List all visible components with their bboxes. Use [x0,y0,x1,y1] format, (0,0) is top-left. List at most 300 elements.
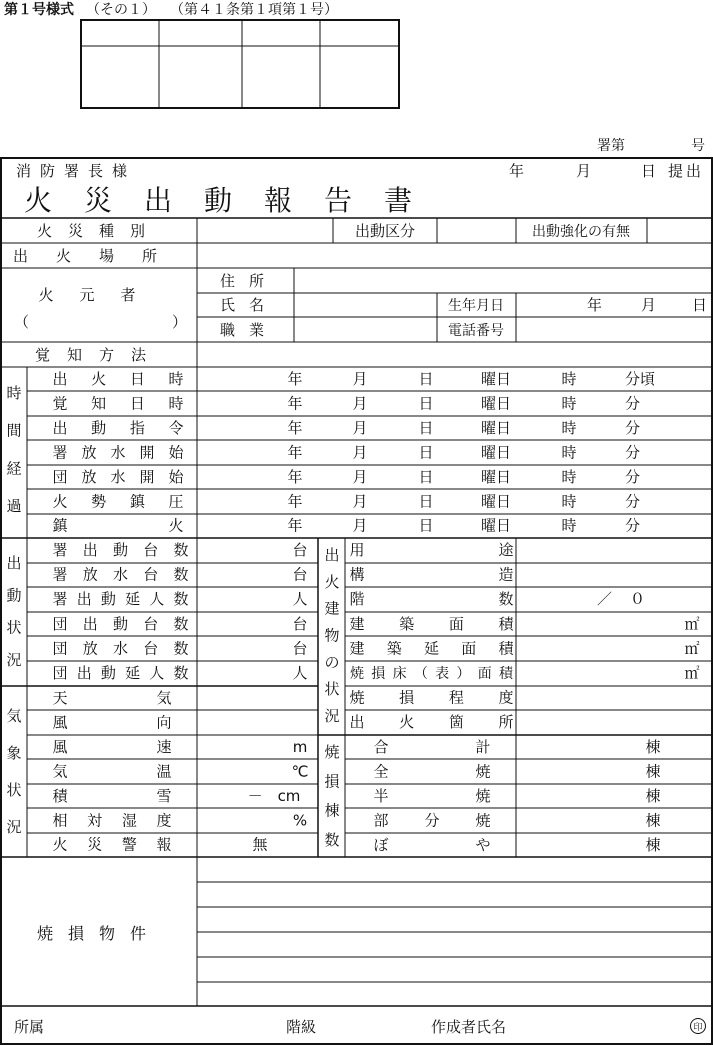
stamp-box [81,20,399,108]
time-row-item-char: 放 [81,467,97,486]
burned-unit: 棟 [645,835,661,854]
building-row-item [349,566,513,584]
building-row-item-char: 造 [498,565,514,584]
dispatch-row-item [52,566,188,584]
weather-row-item-char: 報 [156,835,172,854]
building-row-item-char: 面 [461,639,477,658]
time-row-item-char: 開 [139,443,155,462]
time-month: 月 [352,492,368,511]
time-row-item [52,419,183,437]
weather-row-item-char: 相 [52,811,68,830]
burned-row [373,836,660,854]
building-row-item-char: 階 [349,590,365,609]
dispatch-row-item-char: 台 [143,565,159,584]
weather-status-label-char: 象 [6,744,22,762]
time-month: 月 [352,467,368,486]
building-row-item-char: 延 [423,639,440,658]
time-row-item-char: 始 [168,443,184,462]
weather-row-item-char: 警 [121,835,137,854]
time-row-item-char: 鎮 [129,492,145,511]
weather-row [52,787,300,805]
building-row-item-char: 積 [498,639,514,658]
time-row-item-char: 署 [52,443,68,462]
burned-row-item-char: 半 [373,786,389,805]
rank-label: 階級 [286,1018,317,1036]
dispatch-row-item-char: 台 [143,541,159,559]
weather-row-item-char: 風 [52,737,68,756]
time-hour: 時 [561,418,577,437]
burned-row-item-char: 焼 [475,811,491,830]
building-row-item-char: 建 [349,639,365,658]
birth-year: 年 [587,296,603,314]
dispatch-row-item-char: 動 [112,614,129,633]
form-sub: （その１） [86,2,156,18]
building-row-item-char: 表 [435,666,450,682]
name-label: 氏名 [220,296,279,314]
time-row-item [52,492,183,510]
time-row-item-char: 知 [91,394,107,413]
dispatch-row-item-char: 人 [149,664,165,682]
time-row-item-char: 動 [91,418,107,437]
burned-row-item-char: 全 [373,762,389,781]
building-row-item [350,665,514,682]
time-course-label [6,384,21,515]
dispatch-status-label-char: 状 [6,618,22,637]
time-row-item-char: 団 [52,467,68,486]
dispatch-row-item-char: 団 [52,639,68,658]
building-row-item-char: 面 [448,614,464,633]
time-row-item-char: 出 [52,370,68,388]
weather-row-item [52,689,171,707]
time-month: 月 [352,370,368,388]
burned-unit: 棟 [645,786,661,805]
burned-row-item-char: 部 [373,811,389,830]
fire-place-label: 出火場所 [12,247,186,265]
weather-row-item-char: 災 [87,835,103,854]
dispatch-row-item-char: 団 [52,664,68,682]
time-row-item-char: 時 [168,370,184,388]
dispatch-row-item-char: 台 [143,639,159,658]
time-day: 日 [418,394,434,413]
detection-method-label: 覚知方法 [34,346,164,364]
form-name: 第１号様式 [4,2,74,18]
building-floor-value: ／０ [596,590,664,609]
reinforcement-label: 出動強化の有無 [532,224,630,240]
dispatch-status-label [6,554,21,669]
building-row-item [349,639,514,657]
dispatch-row-item [52,664,188,682]
time-weekday: 曜日 [480,443,512,462]
burned-buildings-label-char: 損 [324,772,340,791]
building-row-item-char: 築 [399,614,415,633]
burned-row [373,762,660,780]
time-minute: 分頃 [625,370,656,388]
time-course-label-char: 過 [6,497,22,515]
burned-buildings-label-char: 焼 [324,743,340,761]
dispatch-row-item-char: 数 [173,664,189,682]
weather-row-item-char: 火 [52,835,68,854]
weather-unit: 無 [252,835,268,854]
building-row-item [349,615,514,633]
dispatch-row-item [52,615,188,633]
burned-row [373,738,660,756]
building-row-item-char: 損 [371,666,386,682]
dispatch-row-item-char: 水 [112,565,129,584]
time-minute: 分 [625,443,641,462]
seal-icon [691,1019,706,1034]
burned-row-item [373,762,490,780]
time-day: 日 [418,443,434,462]
time-row-item-char: 鎮 [52,516,68,535]
time-row-item-char: 開 [139,467,155,486]
dispatch-row-item-char: 延 [125,590,141,609]
dispatch-status-label-char: 況 [6,651,22,669]
dispatch-row-item-char: 数 [173,565,189,584]
building-status-label-char: 建 [324,599,340,618]
time-row-item-char: 時 [168,394,184,413]
building-status-label [324,546,339,725]
time-minute: 分 [625,492,641,511]
weather-row-item-char: 向 [156,713,172,732]
time-weekday: 曜日 [480,418,512,437]
weather-row [52,836,268,854]
time-weekday: 曜日 [480,516,512,535]
burned-row-item-char: 計 [475,738,491,756]
time-weekday: 曜日 [480,492,512,511]
building-row-item-char: 建 [349,614,365,633]
burned-unit: 棟 [645,738,661,756]
building-status-label-char: 火 [324,572,340,591]
weather-unit: % [292,811,308,830]
time-year: 年 [287,443,303,462]
dispatch-unit: 台 [292,541,308,559]
building-status-label-char: 状 [324,680,340,699]
weather-row [52,762,308,780]
document-title: 火災出動報告書 [23,184,445,217]
affiliation-label: 所属 [14,1018,45,1036]
dispatch-unit: 人 [292,590,308,609]
dispatch-row-item-char: 出 [82,614,98,633]
time-row-item-char: 火 [91,370,107,388]
dispatch-row-item-char: 動 [100,664,116,682]
dispatch-unit: 人 [292,664,308,682]
time-hour: 時 [561,443,577,462]
station-number-suffix: 号 [691,138,705,154]
weather-row-item-char: 気 [156,689,172,707]
weather-status-label [6,707,21,836]
author-name-label: 作成者氏名 [431,1018,507,1036]
burned-row-item [373,811,490,829]
building-status-label-char: の [324,653,340,672]
time-row-item-char: 日 [129,394,145,413]
time-year: 年 [287,516,303,535]
time-row-item [52,370,183,388]
time-row [52,492,640,510]
weather-row-item [52,762,171,780]
weather-unit: m [292,737,308,756]
dispatch-row-item-char: 動 [112,541,129,559]
dispatch-row-item-char: 署 [52,565,68,584]
dispatch-row-item-char: 出 [76,664,92,682]
time-day: 日 [418,467,434,486]
time-month: 月 [352,394,368,413]
weather-row [52,689,171,707]
time-row-item-char: 火 [168,516,184,535]
time-minute: 分 [625,418,641,437]
time-year: 年 [287,492,303,511]
dispatch-unit: 台 [292,614,308,633]
time-weekday: 曜日 [480,467,512,486]
weather-row [52,713,171,731]
time-row-item [52,468,184,486]
time-row-item [52,517,183,535]
weather-row [52,811,307,829]
weather-unit: － cm [247,786,301,805]
dispatch-row-item-char: 延 [125,664,141,682]
dispatch-row-item-char: 団 [52,614,68,633]
time-row-item-char: 始 [168,467,184,486]
weather-row-item-char: 気 [52,762,68,781]
time-row-item-char: 指 [129,418,145,437]
dispatch-row-item-char: 数 [173,639,189,658]
time-row [52,419,640,437]
building-row-item-char: （ [413,666,428,682]
weather-row-item-char: 速 [156,737,172,756]
birthdate-label: 生年月日 [448,298,504,314]
addressee: 消防署長様 [16,162,137,180]
address-label: 住所 [220,272,279,290]
time-minute: 分 [625,394,641,413]
dispatch-row-item-char: 出 [82,541,98,559]
weather-row [52,738,307,756]
dispatch-row-item-char: 水 [112,639,129,658]
dispatch-row-item [52,541,188,559]
time-course-label-char: 間 [6,421,22,440]
time-hour: 時 [561,394,577,413]
time-row [52,443,640,461]
birth-month: 月 [641,296,657,314]
building-row-item-char: 数 [498,590,514,609]
weather-row-item [52,713,171,731]
time-day: 日 [418,516,434,535]
time-month: 月 [352,443,368,462]
building-row-item-char: 損 [399,688,415,707]
dispatch-row-item-char: 数 [173,614,189,633]
time-course-rows [52,370,655,535]
weather-status-label-char: 状 [6,781,22,799]
phone-label: 電話番号 [448,323,504,339]
building-area-unit: ㎡ [684,664,700,682]
building-status-label-char: 物 [324,626,340,645]
building-area-unit: ㎡ [684,639,700,658]
time-course-label-char: 経 [6,459,22,478]
burned-row [373,787,660,805]
building-row [349,590,663,608]
building-row-item [349,541,513,559]
dispatch-row-item-char: 人 [149,590,165,609]
time-row [52,468,640,486]
dispatch-row-item-char: 数 [173,541,189,559]
building-row-item-char: 焼 [349,688,365,707]
time-hour: 時 [561,492,577,511]
weather-row-item [52,738,171,756]
time-year: 年 [287,394,303,413]
paren-open: （ [14,313,30,331]
building-row-item-char: 面 [477,666,492,682]
weather-status-label-char: 況 [6,818,22,836]
building-row-item-char: 構 [349,565,365,584]
building-row-item-char: 用 [349,541,365,559]
time-row-item [52,443,184,461]
building-row [349,566,513,584]
building-row-item-char: 積 [499,666,513,682]
time-hour: 時 [561,516,577,535]
time-row-item-char: 出 [52,418,68,437]
weather-row-item-char: 温 [156,762,172,781]
time-month: 月 [352,516,368,535]
weather-row-item-char: 風 [52,713,68,732]
burned-buildings-label-char: 数 [324,831,340,849]
weather-row-item-char: 対 [87,811,103,830]
time-day: 日 [418,370,434,388]
building-row [349,639,699,657]
station-number-label: 署第 [597,138,625,154]
building-row-item-char: 出 [349,713,365,732]
weather-row-item-char: 積 [52,786,68,805]
time-year: 年 [287,370,303,388]
dispatch-row-item-char: 放 [82,565,98,584]
time-hour: 時 [561,370,577,388]
building-row-item-char: 築 [386,639,402,658]
submit-day: 日 [641,162,657,180]
burned-row-item-char: 分 [424,811,440,830]
dispatch-row-item-char: 台 [143,614,159,633]
building-row-item-char: 焼 [350,666,364,682]
dispatch-row [52,541,307,559]
weather-row-item-char: 天 [52,689,68,707]
building-row-item-char: 床 [392,666,407,682]
origin-person-label: 火元者 [38,286,162,304]
dispatch-unit: 台 [292,565,308,584]
dispatch-row [52,615,307,633]
burned-unit: 棟 [645,762,661,781]
building-row-item-char: 火 [399,713,415,732]
dispatch-status-label-char: 出 [6,554,22,572]
building-row-item-char: 程 [448,688,464,707]
building-row-item [349,590,513,608]
dispatch-unit: 台 [292,639,308,658]
dispatch-row-item [52,639,188,657]
time-row-item [52,394,183,412]
time-row [52,517,640,535]
building-row [349,615,699,633]
time-row-item-char: 勢 [91,492,107,511]
dispatch-row-item [52,590,188,608]
burned-row-item-char: や [475,835,491,854]
burned-row-item-char: 合 [373,738,389,756]
burned-building-rows [373,738,660,854]
weather-rows [52,689,308,854]
time-hour: 時 [561,467,577,486]
building-row [349,713,513,731]
dispatch-row-item-char: 放 [82,639,98,658]
burned-buildings-label-char: 棟 [324,801,340,820]
weather-row-item [52,787,171,805]
time-year: 年 [287,467,303,486]
time-weekday: 曜日 [480,394,512,413]
burned-buildings-label [324,743,340,849]
fire-type-label: 火災種別 [36,222,162,240]
building-row-item-char: 積 [498,614,514,633]
dispatch-row-item-char: 動 [100,590,116,609]
time-row-item-char: 令 [168,418,184,437]
time-weekday: 曜日 [480,370,512,388]
burned-row-item-char: ぼ [373,835,389,854]
building-status-label-char: 出 [324,546,340,564]
building-area-unit: ㎡ [684,614,700,633]
weather-status-label-char: 気 [6,707,22,725]
time-year: 年 [287,418,303,437]
dispatch-class-label: 出動区分 [354,222,416,240]
burned-unit: 棟 [645,811,661,830]
dispatch-row [52,639,307,657]
building-row-item-char: ） [456,666,471,682]
dispatch-row [52,664,307,682]
birth-day: 日 [692,296,708,314]
building-row-item [349,689,513,707]
burned-row [373,811,660,829]
svg-text:印: 印 [693,1023,703,1033]
submitted-label: 提出 [668,162,705,180]
submit-month: 月 [576,162,592,180]
building-status-label-char: 況 [324,707,340,725]
time-row [52,370,655,388]
time-row [52,394,640,412]
weather-row-item-char: 湿 [121,811,137,830]
burned-row-item-char: 焼 [475,786,491,805]
building-row [349,689,513,707]
dispatch-row-item-char: 署 [52,590,68,609]
time-month: 月 [352,418,368,437]
building-row-item-char: 途 [498,541,514,559]
dispatch-status-label-char: 動 [6,586,22,605]
building-row-item [349,713,513,731]
building-row-item-char: 度 [498,688,514,707]
time-row-item-char: 覚 [52,394,68,413]
weather-row-item [52,811,171,829]
time-minute: 分 [625,467,641,486]
time-minute: 分 [625,516,641,535]
burned-row-item [373,787,490,805]
time-row-item-char: 水 [110,467,126,486]
dispatch-row-item-char: 数 [173,590,189,609]
submit-year: 年 [509,162,525,180]
dispatch-row [52,566,307,584]
building-row [350,664,700,682]
dispatch-row-item-char: 出 [76,590,92,609]
time-day: 日 [418,492,434,511]
building-row-item-char: 所 [498,713,514,732]
time-day: 日 [418,418,434,437]
dispatch-row-item-char: 署 [52,541,68,559]
weather-row-item [52,836,171,854]
time-row-item-char: 火 [52,492,68,511]
burned-row-item [373,836,490,854]
weather-row-item-char: 度 [156,811,172,830]
dispatch-row [52,590,307,608]
weather-row-item-char: 雪 [156,786,172,805]
time-row-item-char: 日 [129,370,145,388]
